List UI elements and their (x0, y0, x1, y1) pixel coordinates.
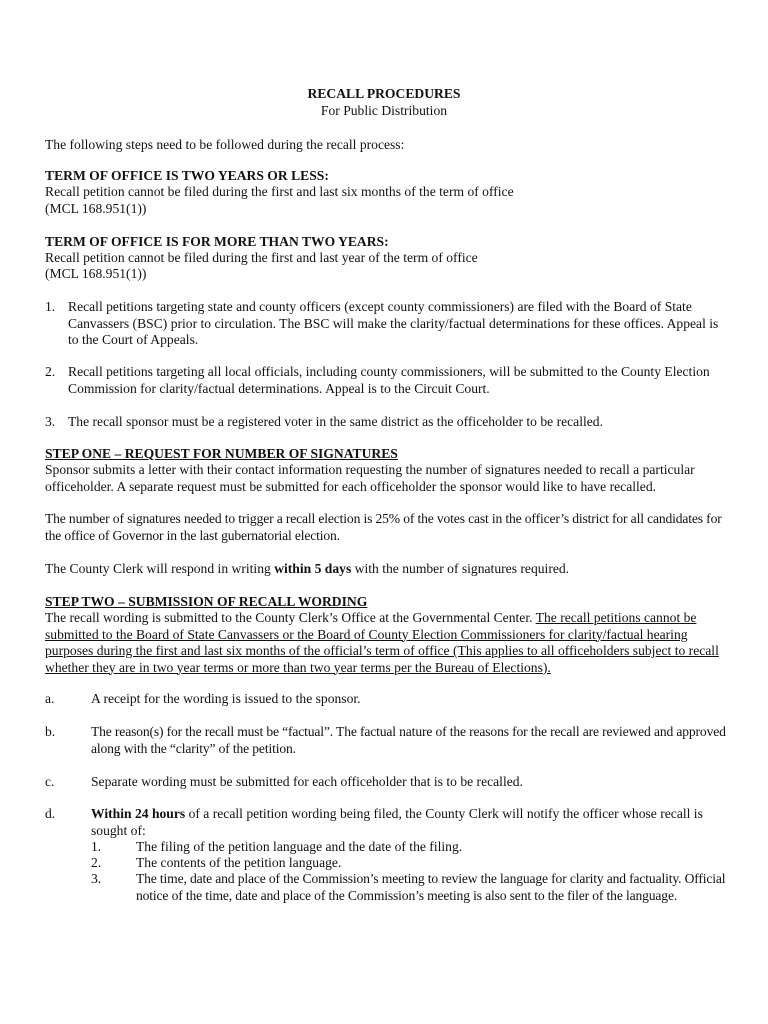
step-one-paragraph-1: Sponsor submits a letter with their contact information requesting the number of signatures needed to recall a particular officeholder. A separate request must be submitted for each officeholder the sponsor would like to have recalled. (45, 462, 695, 494)
document-subtitle: For Public Distribution (320, 103, 448, 118)
document-title: RECALL PROCEDURES (307, 86, 461, 101)
lettered-item-b-letter: b. (45, 724, 56, 739)
lettered-item-d-text (91, 806, 731, 839)
step-one-deadline: within 5 days (274, 561, 352, 576)
numbered-item-1-number: 1. (45, 299, 56, 314)
notice-item-3-number: 3. (91, 871, 102, 886)
step-two-heading: STEP TWO – SUBMISSION OF RECALL WORDING (45, 594, 368, 609)
intro-text: The following steps need to be followed during the recall process: (45, 137, 405, 152)
lettered-item-a-letter: a. (45, 691, 55, 706)
step-one-paragraph-3-text: The County Clerk will respond in writing (45, 561, 275, 576)
lettered-item-c-text: Separate wording must be submitted for each officeholder that is to be recalled. (91, 774, 523, 789)
lettered-item-c-letter: c. (45, 774, 55, 789)
numbered-item-3-number: 3. (45, 414, 56, 429)
term-citation-two-years-or-less: (MCL 168.951(1)) (45, 201, 147, 216)
term-rule-more-than-two-years: Recall petition cannot be filed during the first and last year of the term of office (45, 250, 478, 265)
term-heading-more-than-two-years: TERM OF OFFICE IS FOR MORE THAN TWO YEARS: (45, 234, 389, 249)
notice-item-2-text: The contents of the petition language. (136, 855, 342, 870)
numbered-item-1-text: Recall petitions targeting state and county officers (except county commissioners) are filed with the Board of State Canvassers (BSC) prior to circulation. The BSC will make the clarity/factual determinations for these offices. Appeal is to the Court of Appeals. (68, 299, 719, 347)
step-one-heading: STEP ONE – REQUEST FOR NUMBER OF SIGNATURES (45, 446, 398, 461)
notice-item-1-number: 1. (91, 839, 102, 854)
step-one-paragraph-3 (45, 561, 735, 578)
notice-item-1-text: The filing of the petition language and the date of the filing. (136, 839, 463, 854)
step-one-paragraph-3-end: with the number of signatures required. (351, 561, 570, 576)
term-citation-more-than-two-years: (MCL 168.951(1)) (45, 266, 147, 281)
step-two-paragraph (45, 610, 735, 676)
step-two-restriction-text: The recall petitions cannot be submitted to the Board of State Canvassers or the Board of County Election Commissioners for clarity/factual hearing purposes during the first and last six months of the official’s term of office (This applies to all officeholders subject to recall whether they are in two year terms or more than two year terms per the Bureau of Elections). (45, 610, 719, 675)
term-rule-two-years-or-less: Recall petition cannot be filed during the first and last six months of the term of office (45, 184, 514, 199)
lettered-item-b-text: The reason(s) for the recall must be “factual”. The factual nature of the reasons for the recall are reviewed and approved along with the “clarity” of the petition. (91, 724, 726, 756)
lettered-item-a-text: A receipt for the wording is issued to the sponsor. (91, 691, 361, 706)
step-two-paragraph-text: The recall wording is submitted to the County Clerk’s Office at the Governmental Center. (45, 610, 536, 625)
numbered-item-2-number: 2. (45, 364, 56, 379)
lettered-item-d-deadline: Within 24 hours (91, 806, 186, 821)
notice-item-2-number: 2. (91, 855, 102, 870)
numbered-item-3-text: The recall sponsor must be a registered voter in the same district as the officeholder to be recalled. (68, 414, 603, 429)
lettered-item-d-letter: d. (45, 806, 56, 821)
term-heading-two-years-or-less: TERM OF OFFICE IS TWO YEARS OR LESS: (45, 168, 329, 183)
lettered-item-d-body: of a recall petition wording being filed, the County Clerk will notify the officer whose recall is sought of: (91, 806, 703, 838)
step-one-paragraph-2: The number of signatures needed to trigger a recall election is 25% of the votes cast in the officer’s district for all candidates for the office of Governor in the last gubernatorial election. (45, 511, 722, 543)
numbered-item-2-text: Recall petitions targeting all local officials, including county commissioners, will be submitted to the County Election Commission for clarity/factual determinations. Appeal is to the Circuit Court. (68, 364, 710, 396)
notice-item-3-text: The time, date and place of the Commission’s meeting to review the language for clarity and factuality. Official notice of the time, date and place of the Commission’s meeting is also sent to the filer of the language. (136, 871, 726, 903)
